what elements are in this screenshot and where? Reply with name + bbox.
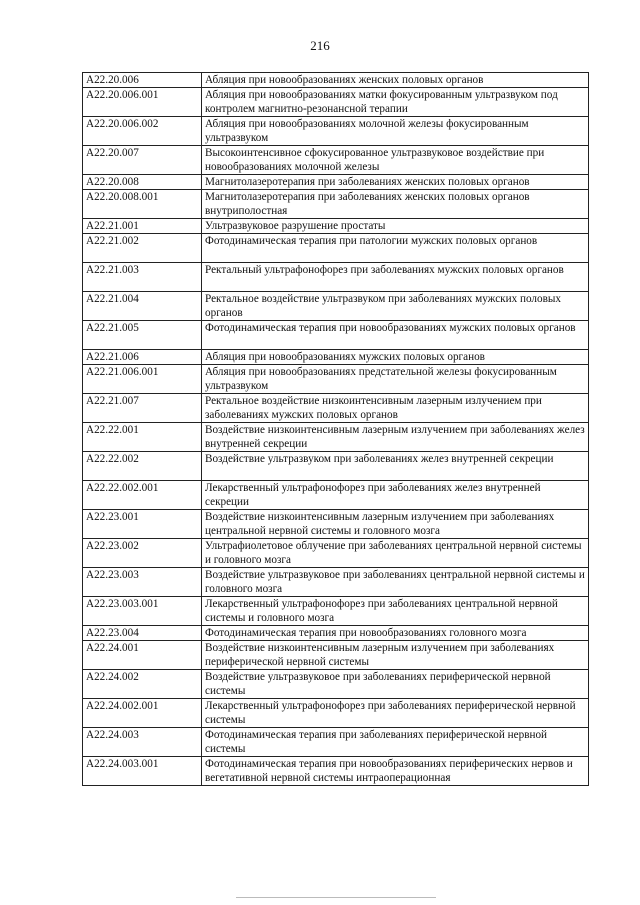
procedure-code-cell: A22.22.002 [83,452,202,481]
table-row [83,365,589,394]
procedure-name-cell: Воздействие ультразвуком при заболеваниях желез внутренней секреции [202,452,589,481]
table-row [83,117,589,146]
table-row [83,728,589,757]
table-row [83,350,589,365]
procedure-code-cell: A22.21.007 [83,394,202,423]
procedure-name-cell: Воздействие ультразвуковое при заболеваниях центральной нервной системы и головного мозга [202,568,589,597]
procedure-name-cell: Фотодинамическая терапия при патологии мужских половых органов [202,234,589,263]
procedure-name-cell: Воздействие ультразвуковое при заболеваниях периферической нервной системы [202,670,589,699]
table-row [83,597,589,626]
procedure-name-cell: Абляция при новообразованиях предстательной железы фокусированным ультразвуком [202,365,589,394]
procedure-name-cell: Абляция при новообразованиях молочной железы фокусированным ультразвуком [202,117,589,146]
table-row [83,175,589,190]
procedure-code-cell: A22.23.001 [83,510,202,539]
procedure-name-cell: Фотодинамическая терапия при заболеваниях периферической нервной системы [202,728,589,757]
procedure-code-cell: A22.21.006 [83,350,202,365]
procedure-name-cell: Абляция при новообразованиях женских половых органов [202,73,589,88]
procedure-code-cell: A22.21.002 [83,234,202,263]
procedure-name-cell: Абляция при новообразованиях мужских половых органов [202,350,589,365]
procedure-code-cell: A22.20.006.002 [83,117,202,146]
procedure-name-cell: Фотодинамическая терапия при новообразованиях мужских половых органов [202,321,589,350]
page-number: 216 [310,38,330,53]
table-row [83,190,589,219]
scan-edge-mark [236,897,436,898]
procedure-name-cell: Воздействие низкоинтенсивным лазерным излучением при заболеваниях периферической нервной системы [202,641,589,670]
table-row [83,234,589,263]
procedure-code-cell: A22.21.005 [83,321,202,350]
table-row [83,321,589,350]
table-row [83,452,589,481]
table-row [83,757,589,786]
procedure-code-cell: A22.20.008 [83,175,202,190]
procedure-name-cell: Высокоинтенсивное сфокусированное ультразвуковое воздействие при новообразованиях молочной железы [202,146,589,175]
procedure-name-cell: Ультрафиолетовое облучение при заболеваниях центральной нервной системы и головного мозга [202,539,589,568]
procedure-code-cell: A22.22.002.001 [83,481,202,510]
table-row [83,263,589,292]
procedure-code-cell: A22.24.003 [83,728,202,757]
procedure-code-cell: A22.21.004 [83,292,202,321]
table-row [83,539,589,568]
procedures-table [82,72,589,786]
procedure-code-cell: A22.23.003.001 [83,597,202,626]
table-row [83,423,589,452]
procedure-name-cell: Ректальное воздействие ультразвуком при заболеваниях мужских половых органов [202,292,589,321]
procedure-code-cell: A22.24.001 [83,641,202,670]
procedure-name-cell: Магнитолазеротерапия при заболеваниях женских половых органов внутриполостная [202,190,589,219]
procedure-name-cell: Лекарственный ультрафонофорез при заболеваниях центральной нервной системы и головного мозга [202,597,589,626]
procedure-code-cell: A22.23.004 [83,626,202,641]
table-row [83,394,589,423]
procedure-name-cell: Фотодинамическая терапия при новообразованиях периферических нервов и вегетативной нервной системы интраоперационная [202,757,589,786]
procedure-code-cell: A22.21.003 [83,263,202,292]
procedure-code-cell: A22.20.006 [83,73,202,88]
table-row [83,641,589,670]
table-row [83,510,589,539]
table-row [83,481,589,510]
table-row [83,292,589,321]
procedure-code-cell: A22.20.006.001 [83,88,202,117]
procedure-name-cell: Магнитолазеротерапия при заболеваниях женских половых органов [202,175,589,190]
procedure-code-cell: A22.20.008.001 [83,190,202,219]
procedure-name-cell: Воздействие низкоинтенсивным лазерным излучением при заболеваниях центральной нервной системы и головного мозга [202,510,589,539]
procedures-table-body [83,73,589,786]
procedure-name-cell: Лекарственный ультрафонофорез при заболеваниях периферической нервной системы [202,699,589,728]
procedure-code-cell: A22.24.002 [83,670,202,699]
procedure-name-cell: Воздействие низкоинтенсивным лазерным излучением при заболеваниях желез внутренней секреции [202,423,589,452]
procedure-code-cell: A22.21.001 [83,219,202,234]
procedure-code-cell: A22.20.007 [83,146,202,175]
table-row [83,73,589,88]
procedure-code-cell: A22.24.002.001 [83,699,202,728]
table-row [83,670,589,699]
procedure-name-cell: Абляция при новообразованиях матки фокусированным ультразвуком под контролем магнитно-резонансной терапии [202,88,589,117]
procedure-name-cell: Лекарственный ультрафонофорез при заболеваниях желез внутренней секреции [202,481,589,510]
procedure-name-cell: Ректальный ультрафонофорез при заболеваниях мужских половых органов [202,263,589,292]
procedure-code-cell: A22.24.003.001 [83,757,202,786]
table-row [83,699,589,728]
procedure-code-cell: A22.23.002 [83,539,202,568]
procedure-name-cell: Фотодинамическая терапия при новообразованиях головного мозга [202,626,589,641]
procedure-code-cell: A22.21.006.001 [83,365,202,394]
table-row [83,219,589,234]
procedure-name-cell: Ректальное воздействие низкоинтенсивным лазерным излучением при заболеваниях мужских половых органов [202,394,589,423]
table-row [83,146,589,175]
procedure-name-cell: Ультразвуковое разрушение простаты [202,219,589,234]
table-row [83,626,589,641]
procedure-code-cell: A22.22.001 [83,423,202,452]
table-row [83,88,589,117]
procedure-code-cell: A22.23.003 [83,568,202,597]
procedures-table-wrapper [82,72,586,786]
table-row [83,568,589,597]
